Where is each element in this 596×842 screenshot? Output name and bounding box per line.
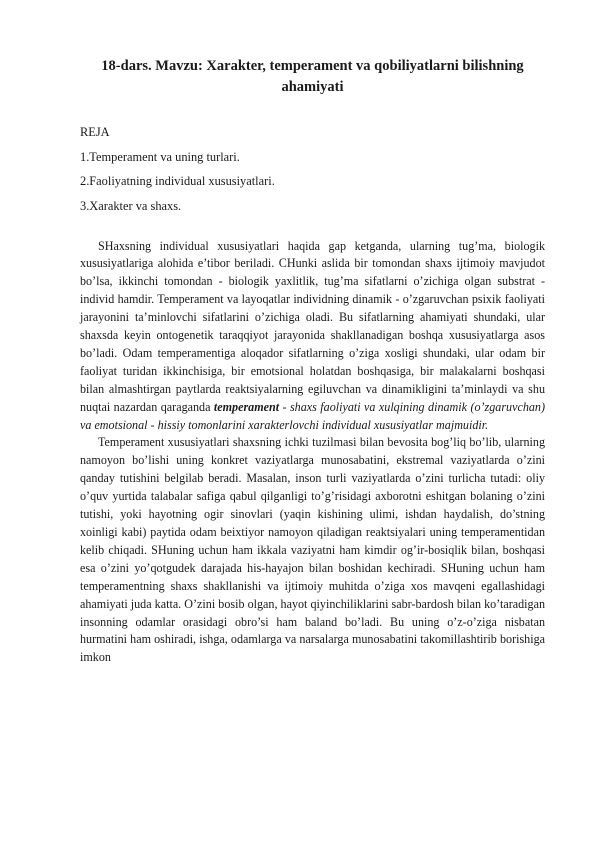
plan-heading: REJA [80,125,110,139]
paragraph-text: SHaxsning individual xususiyatlari haqida gap ketganda, ularning tug’ma, biologik xususiyatlariga alohida e’tibor beriladi. CHunki aslida bir tomondan shaxs ijtimoiy mavjudot bo’lsa, ikkinchi tomondan - biologik yaxlitlik, tug’ma sifatlarni o’zichiga olgan substrat - individ hamdir. Temperament va layoqatlar individning dinamik - o’zgaruvchan psixik faoliyati jarayonini ta’minlovchi sifatlarini o’zichiga oladi. Bu sifatlarning ahamiyati shundaki, ular shaxsda keyin ontogenetik taraqqiyot jarayonida shakllanadigan boshqa xususiyatlarga asos bo’ladi. Odam temperamentiga aloqador sifatlarning o’ziga xosligi shundaki, ular odam bir faoliyat turidan ikkinchisiga, bir emotsional holatdan boshqasiga, bir malakalarni boshqasi bilan almashtirgan paytlarda reaktsiyalarning egiluvchan va dinamikligini ta’minlaydi va shu nuqtai nazardan qaraganda [80,238,545,414]
plan-section [80,124,545,214]
document-title: 18-dars. Mavzu: Xarakter, temperament va qobiliyatlarni bilishning ahamiyati [101,58,524,95]
document-page [80,56,545,667]
paragraph-temperament-intro [80,238,545,435]
plan-item: 2.Faoliyatning individual xususiyatlari. [80,174,275,188]
plan-item: 3.Xarakter va shaxs. [80,198,182,213]
plan-item: 1.Temperament va uning turlari. [80,149,240,164]
term-temperament: temperament [213,399,280,414]
paragraph-temperament-properties: Temperament xususiyatlari shaxsning ichki tuzilmasi bilan bevosita bog’liq bo’lib, ularning namoyon bo’lishi uning konkret vaziyatlarga munosabatini, ekstremal vaziyatlarda o’zini qanday tutishini belgilab beradi. Masalan, inson turli vaziyatlarda o’zini turlicha tutadi: oliy o’quv yurtida talabalar safiga qabul qilganligi to’g’risidagi axborotni eshitgan bolaning o’zini tutishi, yoki hayotning ogir sinovlari (yaqin kishining ulimi, ishdan haydalish, do’stning xoinligi kabi) paytida odam beixtiyor namoyon qiladigan reaktsiyalari uning temperamentidan kelib chiqadi. SHuning uchun ham ikkala vaziyatni ham kimdir og’ir-bosiqlik bilan, boshqasi esa o’zini yo’qotgudek darajada his-hayajon bilan boshidan kechiradi. SHuning uchun ham temperamentning shaxs shakllanishi va ijtimoiy muhitda o’ziga xos mavqeni egallashidagi ahamiyati juda katta. O’zini bosib olgan, hayot qiyinchiliklarini sabr-bardosh bilan ko’taradigan insonning odamlar orasidagi obro’si ham baland bo’ladi. Bu uning o’z-o’ziga nisbatan hurmatini ham oshiradi, ishga, odamlarga va narsalarga munosabatini takomillashtirib borishiga imkon [80,435,545,665]
term-definition: - shaxs faoliyati va xulqining dinamik (o’zgaruvchan) va emotsional - hissiy tomonlarini xarakterlovchi individual xususiyatlar majmuidir. [80,399,545,432]
